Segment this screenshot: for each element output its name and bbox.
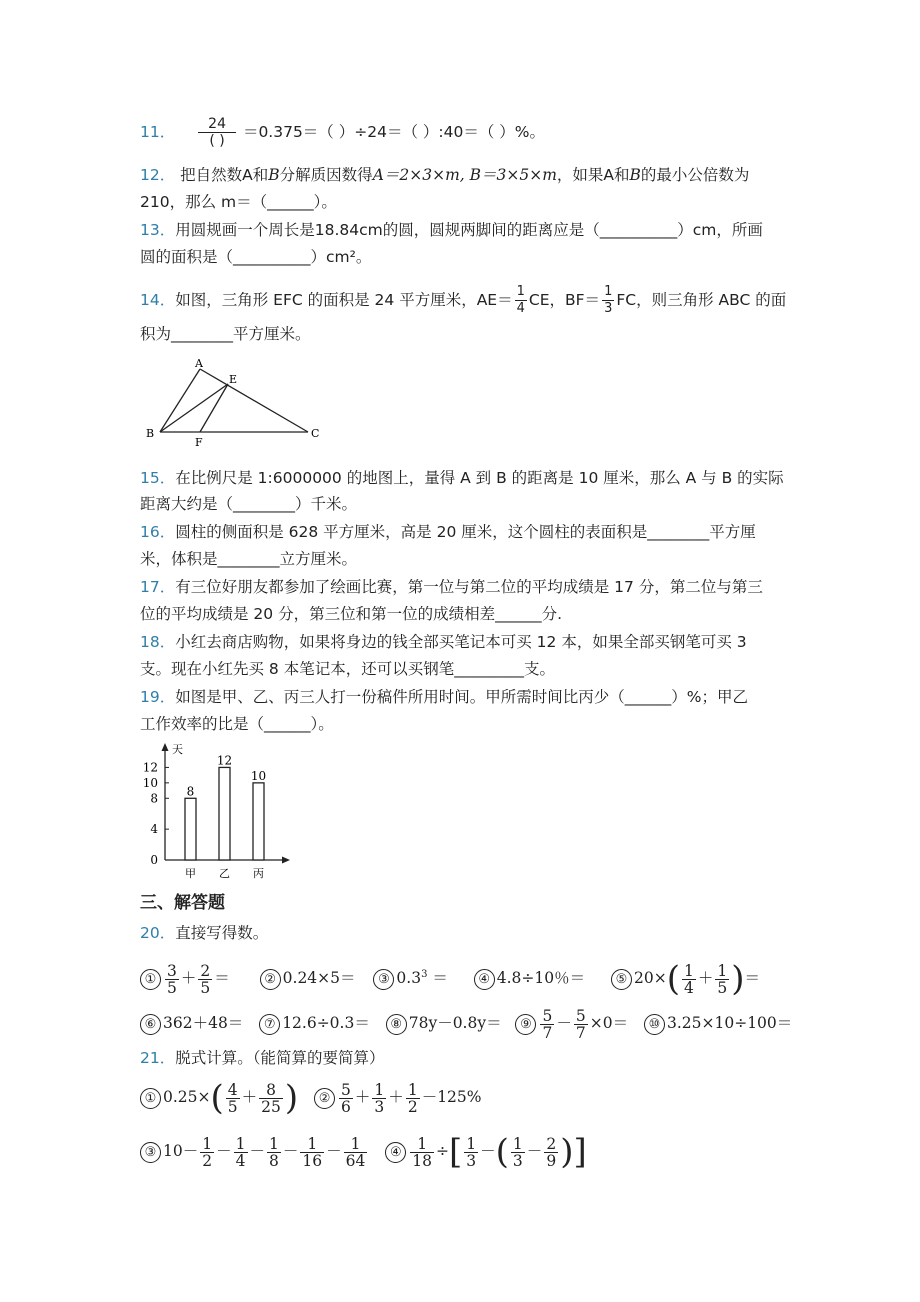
q21-item-1-text: 0.25× [163,1088,211,1106]
frac-1-3: $\frac{1}{3}$ [374,1080,385,1116]
frac-5-7-b: $\frac{5}{7}$ [575,1006,586,1042]
bracket-close: ] [573,1132,587,1172]
q20-title-line [140,922,268,944]
frac-5-7-a: $\frac{5}{7}$ [542,1006,553,1042]
y-axis-label: 天 [172,743,183,756]
q17-text: 有三位好朋友都参加了绘画比赛，第一位与第二位的平均成绩是 17 分，第二位与第三 [175,578,763,596]
label-C: C [311,427,320,440]
item-7-marker: ⑦ [259,1014,280,1035]
category-label-2: 丙 [253,867,264,880]
q12-number: 12． [140,166,176,184]
frac-8-25: $\frac{8}{25}$ [261,1080,281,1116]
label-B: B [146,427,155,440]
q21-op-plus-3: ＋ [388,1088,404,1106]
q21-item-4-marker: ④ [385,1142,406,1163]
q14-line2: 积为________平方厘米。 [140,325,311,343]
q21-row1 [140,1078,482,1118]
label-F: F [195,436,203,449]
q19-bar-chart [140,742,300,887]
op-eq-2: ＝ [744,969,761,988]
q20-title: 直接写得数。 [175,924,269,942]
q17-line1 [140,576,763,598]
q21-op-minus-2: － [249,1142,266,1160]
item-2-marker: ② [260,969,281,990]
q19-line2: 工作效率的比是（______）。 [140,715,334,733]
item-1-marker: ① [140,969,161,990]
frac-2-9: $\frac{2}{9}$ [546,1134,557,1170]
q14-frac-2: $\frac{1}{3}$ [604,284,613,316]
q21-op-minus-3: － [282,1142,299,1160]
frac-1-8: $\frac{1}{8}$ [269,1134,279,1170]
q14-frac-1: $\frac{1}{4}$ [516,284,525,316]
y-tick-label-4: 4 [150,822,158,837]
item-6-text: 362＋48＝ [163,1014,244,1032]
frac-1-3b: $\frac{1}{3}$ [466,1134,477,1170]
item-5-text: 20× [634,969,667,988]
q21-paren-open: ( [210,1078,224,1118]
q12-line2: 210，那么 m＝（______）。 [140,193,337,211]
bracket-open: [ [449,1132,463,1172]
q21-paren-open-2: ( [495,1132,509,1172]
q12-formula: A＝2×3×m, B＝3×5×m [372,166,557,184]
item-4-text: 4.8÷10％＝ [496,969,586,988]
q12-text-e: ，如果A和 [556,166,630,184]
q21-op-div: ÷ [436,1142,449,1160]
item-3-eq: ＝ [427,969,448,988]
q21-op-plus-2: ＋ [354,1088,371,1106]
q14-number: 14． [140,291,176,309]
q20-number: 20． [140,924,176,942]
op-eq: ＝ [214,969,230,988]
q11-text: ＝0.375＝（ ）÷24＝（ ）:40＝（ ）%。 [242,123,545,141]
bar-1 [219,767,230,860]
q21-op-minus-1: － [216,1142,232,1160]
q21-op-plus: ＋ [241,1088,258,1106]
q11-number: 11． [140,123,176,141]
q16-line1 [140,521,756,543]
frac-1-2b: $\frac{1}{2}$ [202,1134,213,1170]
q17-number: 17． [140,578,176,596]
item-3-exp: 3 [421,969,428,980]
q15-line1 [140,467,784,489]
q11-fraction: $\frac{24}{( )}$ [198,116,236,149]
q14-line1 [140,284,786,317]
frac-1-5: $\frac{1}{5}$ [717,961,728,997]
category-label-0: 甲 [185,867,196,880]
q13-text: 用圆规画一个周长是18.84cm的圆，圆规两脚间的距离应是（__________）cm，所画 [175,221,763,239]
q19-number: 19． [140,688,176,706]
frac-1-2: $\frac{1}{2}$ [407,1080,418,1116]
frac-1-64: $\frac{1}{64}$ [345,1134,366,1170]
paren-close: ) [731,959,745,1000]
item-5-marker: ⑤ [611,969,632,990]
bar-0 [185,798,196,860]
op-minus: － [556,1014,572,1032]
frac-1-4: $\frac{1}{4}$ [683,961,694,997]
q21-op-minus-4: － [326,1142,342,1160]
y-tick-label-10: 10 [142,775,158,790]
bar-value-label-1: 12 [216,753,233,768]
q14-triangle-figure [140,355,340,450]
item-9-text: ×0＝ [589,1014,629,1032]
paren-open: ( [666,959,680,1000]
bar-value-label-2: 10 [250,768,267,783]
frac-4-5: $\frac{4}{5}$ [227,1080,238,1116]
q17-line2: 位的平均成绩是 20 分，第三位和第一位的成绩相差______分. [140,605,563,623]
q21-number: 21． [140,1049,176,1067]
label-A: A [195,357,203,370]
bar-value-label-0: 8 [186,784,195,799]
q19-text: 如图是甲、乙、丙三人打一份稿件所用时间。甲所需时间比丙少（______）%；甲乙 [175,688,748,706]
q18-line2: 支。现在小红先买 8 本笔记本，还可以买钢笔_________支。 [140,660,555,678]
q16-number: 16． [140,523,176,541]
q20-row2 [140,1006,792,1041]
q21-item-2-marker: ② [314,1088,335,1109]
q20-row1 [140,958,761,1000]
q12-text-a: 把自然数A和 [180,166,269,184]
q14-text-c: FC，则三角形 ABC 的面 [616,291,787,309]
q21-title: 脱式计算。（能简算的要简算） [175,1049,385,1067]
frac-1-18: $\frac{1}{18}$ [412,1134,432,1170]
item-10-text: 3.25×10÷100＝ [666,1014,793,1032]
q12-line1 [140,164,749,186]
label-E: E [229,373,238,386]
frac-1-3c: $\frac{1}{3}$ [512,1134,523,1170]
item-8-marker: ⑧ [386,1014,407,1035]
q12-var-b2: B [629,166,641,184]
frac-3-5: $\frac{3}{5}$ [167,961,177,997]
q14-text-b: CE，BF＝ [528,291,601,309]
q21-paren-close-2: ) [560,1132,574,1172]
op-plus-2: ＋ [697,969,714,988]
q15-line2: 距离大约是（________）千米。 [140,495,358,513]
q16-line2: 米，体积是________立方厘米。 [140,550,358,568]
frac-5-6: $\frac{5}{6}$ [341,1080,351,1116]
q21-op-minus-6: － [526,1142,543,1160]
frac-2-5: $\frac{2}{5}$ [200,961,211,997]
section-title: 三、解答题 [140,893,225,913]
item-6-marker: ⑥ [140,1014,161,1035]
item-8-text: 78y－0.8y＝ [408,1014,502,1032]
y-tick-label-12: 12 [142,760,158,775]
q12-var-b: B [268,166,280,184]
q21-item-3-text: 10－ [163,1142,199,1160]
q21-title-line [140,1047,385,1069]
q13-line2: 圆的面积是（__________）cm²。 [140,248,372,266]
item-9-marker: ⑨ [515,1014,536,1035]
y-tick-label-0: 0 [150,853,158,867]
q16-text: 圆柱的侧面积是 628 平方厘米，高是 20 厘米，这个圆柱的表面积是________平方厘 [175,523,756,541]
item-7-text: 12.6÷0.3＝ [282,1014,370,1032]
frac-1-16: $\frac{1}{16}$ [302,1134,323,1170]
category-label-1: 乙 [219,867,230,880]
q15-number: 15． [140,469,176,487]
q13-number: 13． [140,221,176,239]
q15-text: 在比例尺是 1:6000000 的地图上，量得 A 到 B 的距离是 10 厘米，那么 A 与 B 的实际 [175,469,784,487]
frac-1-4b: $\frac{1}{4}$ [235,1134,246,1170]
item-3-base: 0.3 [396,969,422,988]
q12-text-c: 分解质因数得 [279,166,373,184]
item-3-marker: ③ [373,969,394,990]
q21-item-1-marker: ① [140,1088,161,1109]
q21-paren-close: ) [284,1078,299,1118]
op-plus: ＋ [180,969,197,988]
q14-text-a: 如图，三角形 EFC 的面积是 24 平方厘米，AE＝ [175,291,513,309]
q21-item-3-marker: ③ [140,1142,161,1163]
q13-line1 [140,219,763,241]
y-tick-label-8: 8 [150,791,158,806]
item-4-marker: ④ [474,969,495,990]
item-10-marker: ⑩ [644,1014,665,1035]
bar-2 [253,783,264,860]
q18-text: 小红去商店购物，如果将身边的钱全部买笔记本可买 12 本，如果全部买钢笔可买 3 [175,633,747,651]
q18-line1 [140,631,747,653]
q21-item-2-text: －125% [421,1088,482,1106]
q21-op-minus-5: － [480,1142,496,1160]
q21-row2 [140,1132,587,1172]
item-2-text: 0.24×5＝ [282,969,356,988]
q12-text-g: 的最小公倍数为 [640,166,750,184]
q11 [140,116,545,149]
q19-line1 [140,686,748,708]
q18-number: 18． [140,633,176,651]
